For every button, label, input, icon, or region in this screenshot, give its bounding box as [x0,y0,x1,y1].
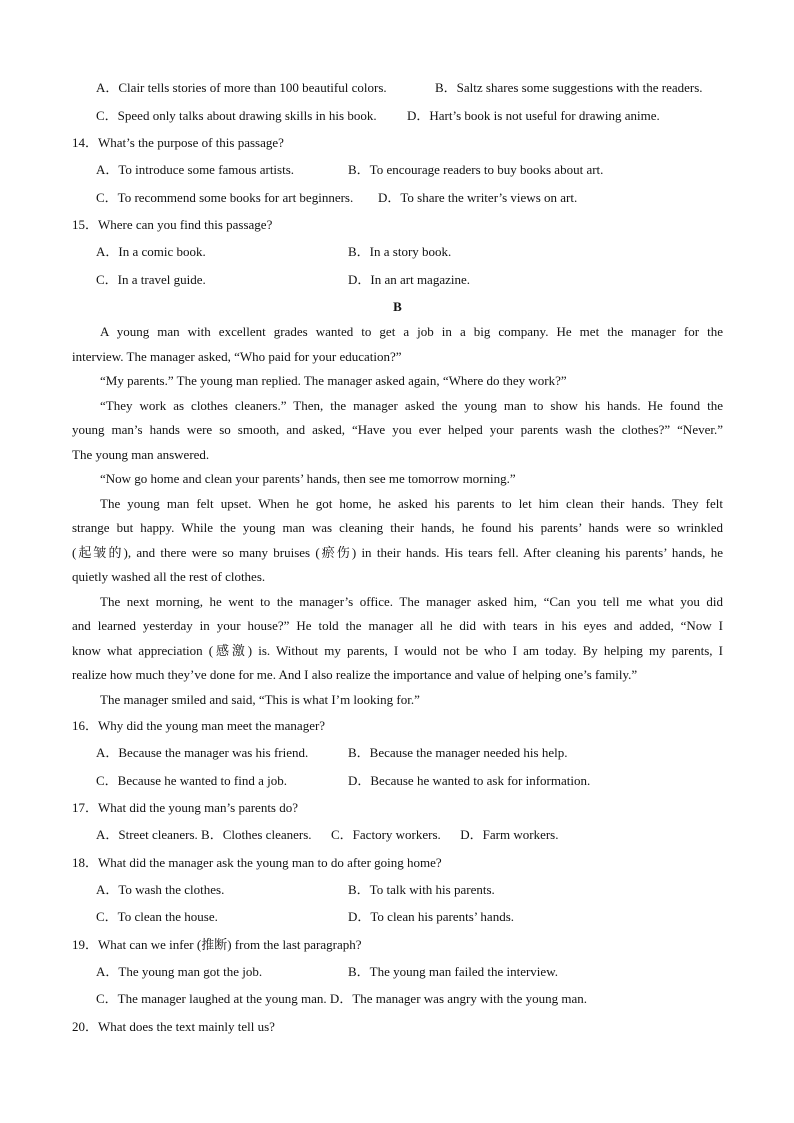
passage-line: “Now go home and clean your parents’ hands, then see me tomorrow morning.” [100,471,516,486]
q16-row-2 [72,767,723,795]
q16-stem: 16．Why did the young man meet the manager? [72,718,326,733]
q14-row-1 [72,156,723,184]
exam-page [72,74,723,1040]
q15-row-2 [72,266,723,294]
q16-option-b[interactable]: B．Because the manager needed his help. [348,745,568,760]
q16-row-1 [72,739,723,767]
passage-line: and learned yesterday in your house?” He told the manager all he did with tears in his eyes and added, “Now I [72,618,723,633]
q13-option-a[interactable]: A．Clair tells stories of more than 100 beautiful colors. [96,80,387,95]
q19-row-2 [72,985,723,1013]
q14-row-2 [72,184,723,212]
q18-option-c[interactable]: C．To clean the house. [96,909,218,924]
q19-option-cd[interactable]: C．The manager laughed at the young man. D．The manager was angry with the young man. [96,991,587,1006]
passage-line: “They work as clothes cleaners.” Then, the manager asked the young man to show his hands. He found the [100,397,723,413]
passage-line: quietly washed all the rest of clothes. [72,569,266,584]
q19-option-b[interactable]: B．The young man failed the interview. [348,963,558,979]
q18-option-d[interactable]: D．To clean his parents’ hands. [348,909,514,924]
q18-row-1 [72,876,723,904]
q14-stem: 14．What’s the purpose of this passage? [72,135,284,150]
q19-stem: 19．What can we infer (推断) from the last paragraph? [72,936,362,952]
passage-line: The young man felt upset. When he got home, he asked his parents to let him clean their hands. They felt [100,495,723,511]
q17-stem: 17．What did the young man’s parents do? [72,800,299,815]
passage-line: realize how much they’ve done for me. And I also realize the importance and value of helping one’s family.” [72,667,638,682]
q18-row-2 [72,903,723,931]
q15-option-b[interactable]: B．In a story book. [348,244,452,259]
passage-line: (起皱的), and there were so many bruises (瘀伤) in their hands. His tears fell. After cleaning his parents’ hands, he [72,544,723,560]
passage-line: The manager smiled and said, “This is what I’m looking for.” [100,691,420,707]
q18-stem: 18．What did the manager ask the young man to do after going home? [72,854,442,870]
q14-option-b[interactable]: B．To encourage readers to buy books about art. [348,162,604,177]
section-b-heading: B [393,299,402,314]
q14-option-c[interactable]: C．To recommend some books for art beginners. [96,189,354,205]
q16-option-d[interactable]: D．Because he wanted to ask for information. [348,772,591,788]
q15-row-1 [72,238,723,266]
q18-option-b[interactable]: B．To talk with his parents. [348,881,495,897]
q14-option-a[interactable]: A．To introduce some famous artists. [96,162,295,177]
q13-option-d[interactable]: D．Hart’s book is not useful for drawing anime. [407,107,660,123]
passage-line: “My parents.” The young man replied. The manager asked again, “Where do they work?” [100,373,567,388]
q20-stem: 20．What does the text mainly tell us? [72,1018,275,1034]
q19-option-a[interactable]: A．The young man got the job. [96,963,263,979]
q13-option-c[interactable]: C．Speed only talks about drawing skills in his book. [96,107,377,123]
q14-option-d[interactable]: D．To share the writer’s views on art. [378,189,578,205]
q13-option-b[interactable]: B．Saltz shares some suggestions with the readers. [435,80,703,95]
q13-row-1 [72,74,723,102]
q13-row-2 [72,102,723,130]
q16-option-a[interactable]: A．Because the manager was his friend. [96,745,309,760]
passage-line: strange but happy. While the young man was cleaning their hands, he found his parents’ hands were so wrinkled [72,520,723,535]
q17-row-1 [72,821,723,849]
q15-option-d[interactable]: D．In an art magazine. [348,271,471,287]
passage-b [72,320,723,712]
q16-option-c[interactable]: C．Because he wanted to find a job. [96,772,287,788]
passage-line: interview. The manager asked, “Who paid for your education?” [72,348,402,364]
q15-stem: 15．Where can you find this passage? [72,217,273,232]
passage-line: young man’s hands were so smooth, and asked, “Have you ever helped your parents wash the clothes?” “Never.” [72,422,723,437]
passage-line: The next morning, he went to the manager’s office. The manager asked him, “Can you tell me what you did [100,593,723,609]
passage-line: The young man answered. [72,446,210,462]
passage-line: know what appreciation (感激) is. Without my parents, I would not be who I am today. By helping my parents, I [72,642,723,658]
q19-row-1 [72,958,723,986]
q17-options[interactable]: A．Street cleaners. B．Clothes cleaners. C．Factory workers. D．Farm workers. [96,827,559,842]
passage-line: A young man with excellent grades wanted to get a job in a big company. He met the manager for the [100,324,723,339]
q18-option-a[interactable]: A．To wash the clothes. [96,881,225,897]
q15-option-a[interactable]: A．In a comic book. [96,244,206,259]
q15-option-c[interactable]: C．In a travel guide. [96,271,206,287]
